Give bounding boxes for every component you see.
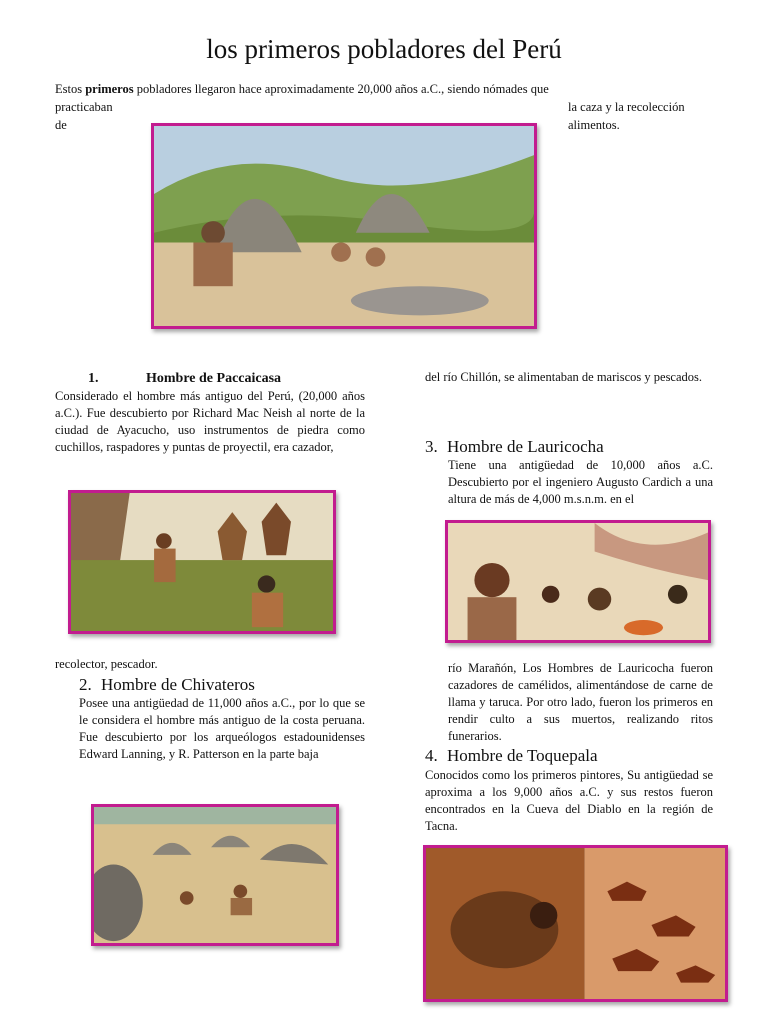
intro-line-2-left: practicaban [55,100,113,114]
intro-line-3-left: de [55,118,67,132]
section-2-text: Posee una antigüedad de 11,000 años a.C., por lo que se le considera el hombre más antiguo de la costa peruana. Fue descubierto por los arqueólogos estadounidenses Edward Lanning, y R. Patterson en la parte baja [79,696,365,761]
section-2-number: 2. [79,675,92,694]
section-3-text-continued: río Marañón, Los Hombres de Lauricocha fueron cazadores de camélidos, alimentándose de carne de llama y taruca. Por otro lado, fueron los primeros en rendir culto a sus muertos, realizando ritos funerarios. [448,661,713,743]
section-2-heading: 2. Hombre de Chivateros [79,675,255,694]
main-camp-image [151,123,537,329]
intro-bold-word: primeros [85,82,134,96]
section-4-heading: 4. Hombre de Toquepala [425,746,598,765]
cave-paintings-image [423,845,728,1002]
section-4-text: Conocidos como los primeros pintores, Su antigüedad se aproxima a los 9,000 años a.C. y sus restos fueron encontrados en la Cueva del Diablo en la región de Tacna. [425,768,713,833]
intro-line-1: Estos primeros pobladores llegaron hace aproximadamente 20,000 años a.C., siendo nómades que [55,82,549,96]
section-3-number: 3. [425,437,438,456]
intro-line-3-right: alimentos. [568,118,620,132]
section-1-text-continued: recolector, pescador. [55,657,158,671]
column-2-text-top: del río Chillón, se alimentaban de mariscos y pescados. [425,370,703,384]
hunting-scene-image [68,490,336,634]
section-1-heading: 1. Hombre de Paccaicasa [88,371,282,386]
section-4-number: 4. [425,746,438,765]
section-1-text: Considerado el hombre más antiguo del Perú, (20,000 años a.C.). Fue descubierto por Richard Mac Neish al norte de la ciudad de Ayacucho, uso instrumentos de piedra como cuchillos, raspadores y puntas de proyectil, era cazador, [55,389,365,454]
lauricocha-image [445,520,711,643]
intro-line-2-right: la caza y la recolección [568,100,685,114]
page-title: los primeros pobladores del Perú [206,34,562,64]
chivateros-village-image [91,804,339,946]
section-1-number: 1. [88,371,99,386]
section-3-text: Tiene una antigüedad de 10,000 años a.C. Descubierto por el ingeniero Augusto Cardich a una altura de más de 4,000 m.s.n.m. en el [448,458,713,506]
section-3-heading: 3. Hombre de Lauricocha [425,437,604,456]
